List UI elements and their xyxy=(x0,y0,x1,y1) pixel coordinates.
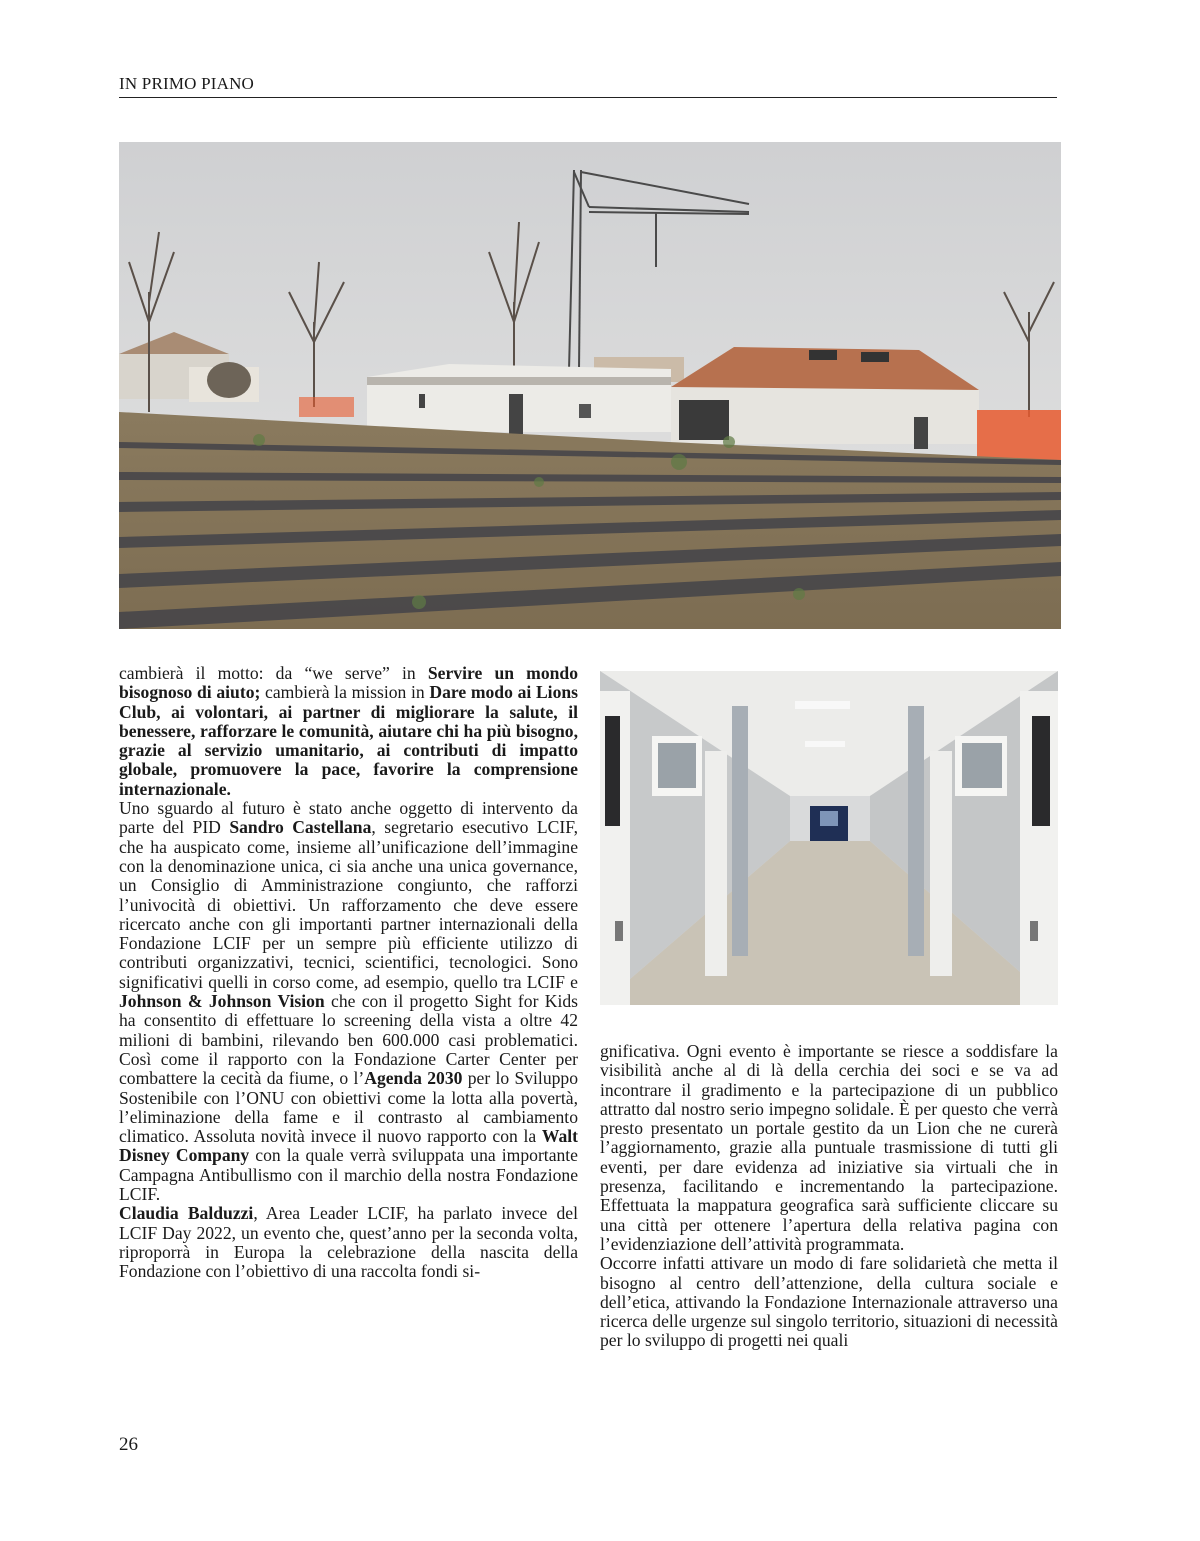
page-number: 26 xyxy=(119,1434,138,1455)
header-rule xyxy=(119,97,1057,98)
paragraph-mission xyxy=(119,664,578,799)
text-run: Uno sguardo al futuro è stato anche oggetto di intervento da parte del PID xyxy=(119,798,578,838)
right-text-column xyxy=(600,1042,1058,1351)
left-text-column xyxy=(119,664,578,1282)
text-run: che con il progetto Sight for Kids ha consentito di effettuare lo screening della vista a oltre 42 milioni di bambini, rilevando ben 600.000 casi problematici. Così come il rapporto con la Fondazione Carter Center per combattere la cecità da fiume, o l’ xyxy=(119,991,578,1089)
paragraph-castellana xyxy=(119,799,578,1204)
paragraph-balduzzi xyxy=(119,1204,578,1281)
bold-run: Servire un mondo bisognoso di aiuto; xyxy=(119,663,578,703)
bold-run: Dare modo ai Lions Club, ai volontari, ai partner di migliorare la salute, il benessere, rafforzare le comunità, aiutare chi ha più bisogno, grazie al servizio umanitario, ai contributi di impatto globale, promuovere la pace, favorire la comprensione internazionale. xyxy=(119,682,578,799)
bold-run: Walt Disney Company xyxy=(119,1126,578,1166)
bold-run: Claudia Balduzzi xyxy=(119,1203,254,1224)
text-run: con la quale verrà sviluppata una importante Campagna Antibullismo con il marchio della nostra Fondazione LCIF. xyxy=(119,1145,578,1205)
text-run: cambierà la mission in xyxy=(260,682,430,703)
bold-run: Sandro Castellana xyxy=(229,817,372,838)
text-run: cambierà il motto: da “we serve” in xyxy=(119,663,428,683)
text-run: , Area Leader LCIF, ha parlato invece del LCIF Day 2022, un evento che, quest’anno per la seconda volta, riproporrà in Europa la celebrazione della nascita della Fondazione con l’obiettivo di una raccolta fondi si- xyxy=(119,1203,578,1282)
paragraph-portal: gnificativa. Ogni evento è importante se riesce a soddisfare la visibilità anche al di là della cerchia dei soci e se va ad incontrare il gradimento e la partecipazione di un pubblico attratto dal nostro serio impegno solidale. È per questo che verrà presto presentato un portale gestito da un Lion che ne curerà l’aggiornamento, grazie alla puntuale trasmissione di tutti gli eventi, per dare evidenza ad iniziative sia virtuali che in presenza, facilitando e incrementando la partecipazione. Effettuata la mappatura geografica sarà sufficiente cliccare su una città per ottenere l’apertura della relativa pagina con l’evidenziazione dell’attività programmata. xyxy=(600,1041,1058,1254)
paragraph-solidarity: Occorre infatti attivare un modo di fare solidarietà che metta il bisogno al centro dell’attenzione, della cultura sociale e dell’etica, attivando la Fondazione Internazionale attraverso una ricerca delle urgenze sul singolo territorio, situazioni di necessità per lo sviluppo di progetti nei quali xyxy=(600,1253,1058,1351)
corridor-photo xyxy=(600,671,1058,1005)
building-site-photo xyxy=(119,142,1061,629)
section-header: IN PRIMO PIANO xyxy=(119,74,255,93)
bold-run: Johnson & Johnson Vision xyxy=(119,991,325,1012)
text-run: , segretario esecutivo LCIF, che ha auspicato come, insieme all’unificazione dell’immagine con la denominazione unica, ci sia anche una unica governance, un Consiglio di Amministrazione congiunto, che rafforzi l’univocità di obiettivi. Un rafforzamento che deve essere ricercato anche con gli importanti partner internazionali della Fondazione LCIF per un sempre più efficiente utilizzo di contributi organizzativi, tecnici, scientifici, tecnologici. Sono significativi quelli in corso come, ad esempio, quello tra LCIF e xyxy=(119,817,579,992)
text-run: per lo Sviluppo Sostenibile con l’ONU con obiettivi come la lotta alla povertà, l’eliminazione della fame e il contrasto al cambiamento climatico. Assoluta novità invece il nuovo rapporto con la xyxy=(119,1068,579,1147)
bold-run: Agenda 2030 xyxy=(364,1068,463,1089)
